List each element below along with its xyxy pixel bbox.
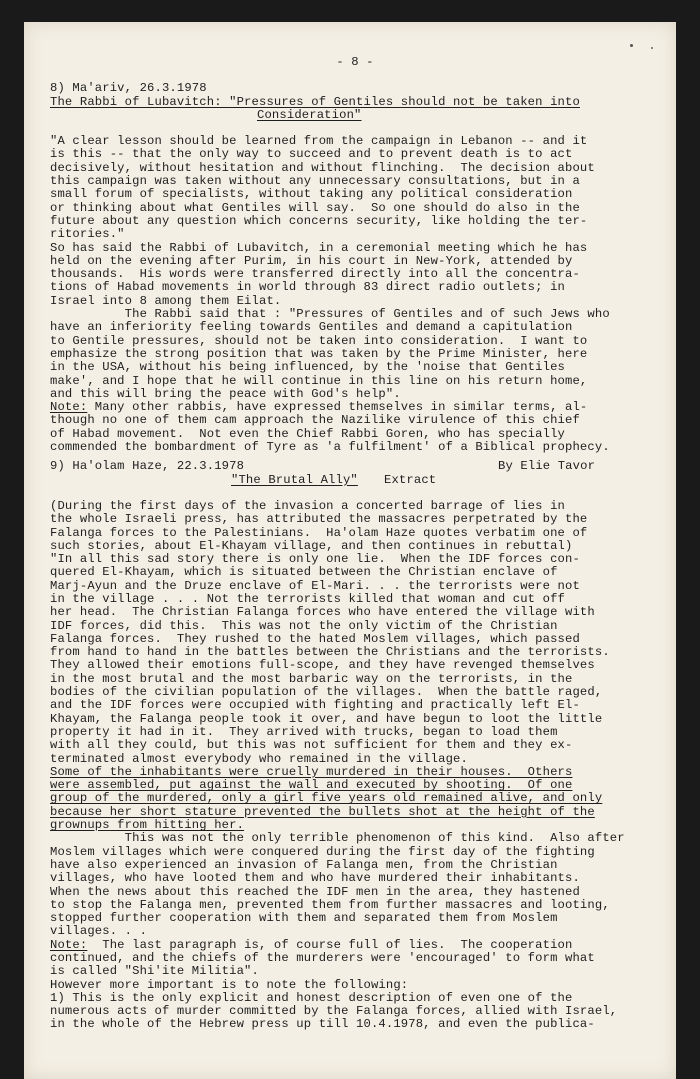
- text-line: Falanga forces to the Palestinians. Ha'olam Haze quotes verbatim one of: [50, 525, 588, 540]
- text-line: make', and I hope that he will continue in this line on his return home,: [50, 373, 588, 388]
- text-line: commended the bombardment of Tyre as 'a fulfilment' of a Biblical prophecy.: [50, 440, 610, 455]
- text-line: Falanga forces. They rushed to the hated Moslem villages, which passed: [50, 631, 580, 646]
- text-line: bodies of the civilian population of the villages. When the battle raged,: [50, 685, 603, 700]
- text-line: Moslem villages which were conquered during the first day of the fighting: [50, 844, 595, 859]
- text-line: because her short stature prevented the bullets shot at the height of the: [50, 804, 595, 819]
- text-line: decisively, without hesitation and without flinching. The decision about: [50, 160, 595, 175]
- text-line: is this -- that the only way to succeed and to prevent death is to act: [50, 147, 573, 162]
- section9-extract-label: Extract: [384, 472, 437, 487]
- section9-title: "The Brutal Ally": [231, 472, 358, 487]
- text-line: Israel into 8 among them Eilat.: [50, 293, 282, 308]
- text-line: Khayam, the Falanga people took it over, and have begun to loot the little: [50, 711, 603, 726]
- document-content: [50, 56, 660, 1032]
- text-line: of Habad movement. Not even the Chief Rabbi Goren, who has specially: [50, 426, 565, 441]
- section9-body-continued: [50, 832, 660, 938]
- text-line: (During the first days of the invasion a concerted barrage of lies in: [50, 498, 565, 513]
- text-line: small forum of specialists, without taking any political consideration: [50, 187, 573, 202]
- text-line: Some of the inhabitants were cruelly murdered in their houses. Others: [50, 764, 573, 779]
- text-line: thousands. His words were transferred directly into all the concentra-: [50, 267, 580, 282]
- text-line: IDF forces, did this. This was not the only victim of the Christian: [50, 618, 558, 633]
- text-line: such stories, about El-Khayam village, and then continues in rebuttal): [50, 538, 573, 553]
- section8-title-line1: The Rabbi of Lubavitch: "Pressures of Gentiles should not be taken into: [50, 94, 580, 109]
- text-line: terminated almost everybody who remained in the village.: [50, 751, 468, 766]
- text-line: villages. . .: [50, 924, 148, 939]
- section8-note-label: Note:: [50, 400, 88, 415]
- text-line: have also experienced an invasion of Falanga men, from the Christian: [50, 857, 558, 872]
- section9-note-line: [50, 939, 660, 952]
- spacer: [50, 487, 660, 500]
- text-line: numerous acts of murder committed by the Falanga forces, allied with Israel,: [50, 1004, 618, 1019]
- text-line: ritories.": [50, 227, 125, 242]
- text-line: "In all this sad story there is only one lie. When the IDF forces con-: [50, 552, 580, 567]
- section9-title-row: [50, 474, 660, 487]
- text-line: future about any question which concerns security, like holding the ter-: [50, 213, 588, 228]
- text-line: and this will bring the peace with God's help".: [50, 386, 401, 401]
- text-line: They allowed their emotions full-scope, and they have revenged themselves: [50, 658, 595, 673]
- text-line: When the news about this reached the IDF men in the area, they hastened: [50, 884, 580, 899]
- text-line: to stop the Falanga men, prevented them from further massacres and looting,: [50, 897, 610, 912]
- text-line: Marj-Ayun and the Druze enclave of El-Mari. . . the terrorists were not: [50, 578, 580, 593]
- section8-note-line: [50, 401, 660, 414]
- section8-title-line2-wrap: [50, 109, 660, 122]
- text-line: quered El-Khayam, which is situated between the Christian enclave of: [50, 565, 558, 580]
- section8-note-text: Many other rabbis, have expressed themselves in similar terms, al-: [87, 400, 588, 415]
- text-line: with all they could, but this was not sufficient for them and they ex-: [50, 738, 573, 753]
- page-number: - 8 -: [336, 55, 374, 69]
- section8-body: [50, 135, 660, 401]
- text-line: in the whole of the Hebrew press up till 10.4.1978, and even the publica-: [50, 1017, 595, 1032]
- text-line: property it had in it. They arrived with trucks, began to load them: [50, 724, 558, 739]
- document-page: [24, 22, 676, 1079]
- section9-heading-row: [50, 460, 660, 473]
- paper-speck: [651, 47, 653, 49]
- text-line: So has said the Rabbi of Lubavitch, in a ceremonial meeting which he has: [50, 240, 588, 255]
- text-line: The Rabbi said that : "Pressures of Gentiles and of such Jews who: [50, 307, 610, 322]
- section9-heading: 9) Ha'olam Haze, 22.3.1978: [50, 459, 245, 474]
- section9-body: [50, 500, 660, 766]
- section9-note-label: Note:: [50, 937, 88, 952]
- text-line: held on the evening after Purim, in his court in New-York, attended by: [50, 253, 573, 268]
- text-line: in the village . . . Not the terrorists killed that woman and cut off: [50, 591, 565, 606]
- text-line: continued, and the chiefs of the murderers were 'encouraged' to form what: [50, 951, 595, 965]
- text-line: villages, who have looted them and who have murdered their inhabitants.: [50, 871, 580, 886]
- section9-byline: By Elie Tavor: [498, 459, 596, 474]
- text-line: However more important is to note the following:: [50, 977, 409, 992]
- text-line: this campaign was taken without any unnecessary consultations, but in a: [50, 174, 580, 189]
- text-line: stopped further cooperation with them and separated them from Moslem: [50, 911, 558, 926]
- text-line: though no one of them cam approach the Nazilike virulence of this chief: [50, 413, 580, 428]
- text-line: grownups from hitting her.: [50, 818, 245, 833]
- text-line: the whole Israeli press, has attributed the massacres perpetrated by the: [50, 512, 588, 527]
- section8-title-line2: Consideration": [257, 107, 362, 122]
- section8-note-rest: [50, 414, 660, 454]
- text-line: tions of Habad movements in world through 83 direct radio outlets; in: [50, 280, 565, 295]
- text-line: to Gentile pressures, should not be taken into consideration. I want to: [50, 333, 588, 348]
- text-line: were assembled, put against the wall and executed by shooting. Of one: [50, 778, 573, 793]
- text-line: in the most brutal and the most barbaric way on the terrorists, in the: [50, 671, 573, 686]
- text-line: and the IDF forces were occupied with fighting and practically left El-: [50, 698, 580, 713]
- section9-note-text: The last paragraph is, of course full of lies. The cooperation: [87, 937, 573, 952]
- text-line: group of the murdered, only a girl five years old remained alive, and only: [50, 791, 603, 806]
- paper-speck: [630, 44, 633, 47]
- text-line: in the USA, without his being influenced, by the 'noise that Gentiles: [50, 360, 565, 375]
- section8-heading: 8) Ma'ariv, 26.3.1978: [50, 81, 207, 96]
- text-line: This was not the only terrible phenomenon of this kind. Also after: [50, 831, 625, 846]
- text-line: have an inferiority feeling towards Gentiles and demand a capitulation: [50, 320, 573, 335]
- text-line: or thinking about what Gentiles will say. So one should do also in the: [50, 200, 580, 215]
- section9-note-rest: [50, 952, 660, 1032]
- text-line: "A clear lesson should be learned from the campaign in Lebanon -- and it: [50, 134, 588, 149]
- text-line: is called "Shi'ite Militia".: [50, 964, 259, 979]
- text-line: her head. The Christian Falanga forces who have entered the village with: [50, 605, 595, 620]
- text-line: emphasize the strong position that was taken by the Prime Minister, here: [50, 346, 588, 361]
- text-line: from hand to hand in the battles between the Christians and the terrorists.: [50, 645, 610, 660]
- section9-underlined-passage: [50, 766, 660, 832]
- text-line: 1) This is the only explicit and honest description of even one of the: [50, 990, 573, 1005]
